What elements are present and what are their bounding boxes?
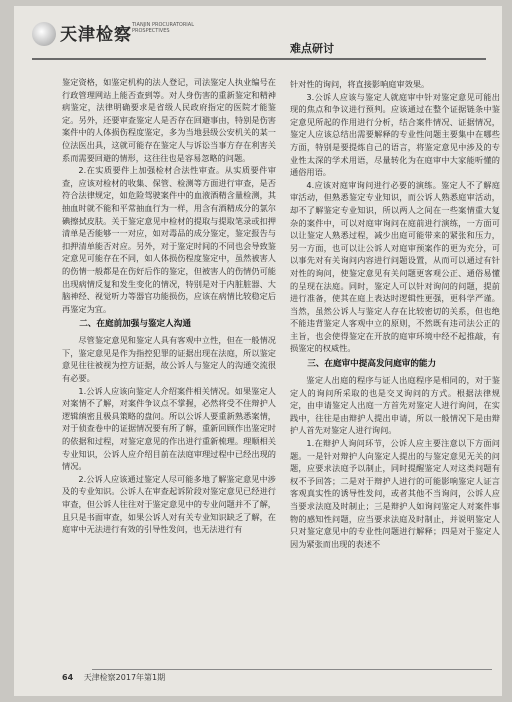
- paragraph: 1.公诉人应该向鉴定人介绍案件相关情况。如果鉴定人对案情不了解，对案件争议点不掌握，必然将受不住辩护人逻辑缜密且极具策略的盘问。所以公诉人要重新熟悉案情，对于侦查卷中的证据情况要有所了解，重新回顾作出鉴定时的依据和过程，对鉴定意见的作出进行重新梳理。理顺相关专业知识，公诉人应介绍目前在法庭审理过程中已经出现的情况。: [62, 385, 276, 472]
- logo-subtitle: TIANJIN PROCURATORIAL PROSPECTIVES: [132, 22, 194, 34]
- emblem-icon: [32, 22, 56, 46]
- paragraph: 鉴定资格，如鉴定机构的法人登记，司法鉴定人执业编号在行政管理网站上能否查到等。对人身伤害的重新鉴定和精神病鉴定，法律明确要求是省级人民政府指定的医院才能鉴定。另外，还要审查鉴定人是否存在回避事由，特别是伤害案件中的人体损伤程度鉴定，多为当地县级公安机关的某一位法医出具，这就可能存在鉴定人与诉讼当事方存在利害关系而需要回避的情形，这往往也是容易忽略的问题。: [62, 77, 276, 163]
- paragraph: 1.在辩护人询问环节，公诉人应主要注意以下方面问题。一是针对辩护人向鉴定人提出的与鉴定意见无关的问题，应要求法庭予以制止，同时提醒鉴定人对这类问题有权不予回答；二是对于辩护人进行的可能影响鉴定人证言客观真实性的诱导性发问，或者其他不当询问，公诉人应当要求法庭及时制止；三是辩护人如询问鉴定人对案件事物的感知性问题，应当要求法庭及时制止，并说明鉴定人只对鉴定意见中的专业性问题进行解释；四是对于鉴定人因为紧张而出现的表述不: [290, 438, 500, 549]
- journal-logo: [32, 20, 194, 56]
- page-footer: [62, 672, 165, 683]
- section-heading: 二、在庭前加强与鉴定人沟通: [79, 319, 191, 330]
- paragraph: 针对性的询问，将直接影响庭审效果。: [290, 79, 430, 89]
- paragraph: 尽管鉴定意见和鉴定人具有客观中立性，但在一般情况下，鉴定意见是作为指控犯罪的证据出现在法庭，所以鉴定意见往往被视为控方证据，故公诉人与鉴定人的沟通交流很有必要。: [62, 335, 276, 384]
- footer-divider: [92, 669, 492, 670]
- paragraph: 2.在实质要件上加强检材合法性审查。从实质要件审查，应该对检材的收集、保管、检测等方面进行审查，是否符合法律规定，如危险驾驶案件中的血液酒精含量检测，其抽血时就不能和平常抽血行为一样，用含有酒精成分的氯尔碘擦拭皮肤。关于鉴定意见中检材的提取与提取笔录或扣押清单是否能够一一对应，如对毒品的成分鉴定，鉴定报告与扣押清单能否对应。另外，对于鉴定时间的不同也会导致鉴定意见可能存在不同，如人体损伤程度鉴定中，虽然被害人的伤情一般都是在伤好后作的鉴定，但被害人的伤情仍可能出现病情反复和发生变化的情况，特别是对于内脏脏器、大脑神经、视觉听力等器官功能损伤，应该在病情比较稳定后再鉴定为宜。: [62, 165, 276, 314]
- journal-issue: 天津检察2017年第1期: [83, 673, 166, 682]
- page-number: 64: [62, 673, 74, 682]
- section-heading: 三、在庭审中提高发问庭审的能力: [307, 359, 437, 370]
- paragraph: 2.公诉人应该通过鉴定人尽可能多地了解鉴定意见中涉及的专业知识。公诉人在审查起诉阶段对鉴定意见已经进行审查，但公诉人往往对于鉴定意见中的专业问题并不了解，且只是书面审查，如果公诉人对有关专业知识缺乏了解，在庭审中无法进行有效的引导性发问，也无法进行有: [62, 473, 276, 535]
- left-column: [62, 76, 276, 536]
- right-column: [290, 78, 500, 550]
- header-divider: [32, 58, 486, 60]
- paragraph: 3.公诉人应该与鉴定人就庭审中针对鉴定意见可能出现的焦点和争议进行预判。应该通过在整个证据链条中鉴定意见所起的作用进行分析，结合案件情况、证据情况，鉴定人应该总结出需要解释的专业性问题主要集中在哪些方面，特别是要提炼自己的语言，将鉴定意见中涉及的专业性太深的学术用语，尽量转化为在庭审中大家能听懂的通俗用语。: [290, 91, 500, 178]
- logo-title: 天津检察: [60, 25, 132, 45]
- section-label: 难点研讨: [290, 42, 334, 55]
- document-page: [14, 6, 502, 696]
- paragraph: 4.应该对庭审询问进行必要的演练。鉴定人不了解庭审活动，但熟悉鉴定专业知识，而公诉人熟悉庭审活动，却不了解鉴定专业知识，所以两人之间在一些案情重大复杂的案件中，可以对庭审询问在庭前进行演练，一方面可以让鉴定人熟悉过程，减少出庭可能带来的紧张和压力，另一方面，也可以让公诉人对庭审预案作的更为充分，可以事先对有关询问内容进行问题设置，从而可以通过有针对性的询问，使鉴定意见有关问题更客观公正、通俗易懂的呈现在法庭。同时，鉴定人可以针对询问的问题，提前进行准备，使其在庭上表达时逻辑性更强，更科学严谨。当然，虽然公诉人与鉴定人存在比较密切的关系，但也绝不能违背鉴定人客观中立的原则，不然既有违司法公正的主旨，也会使得鉴定在开放的庭审环境中经不起推敲，有损鉴定的权威性。: [290, 179, 500, 354]
- paragraph: 鉴定人出庭的程序与证人出庭程序是相同的，对于鉴定人的询问所采取的也是交叉询问的方式。根据法律规定，由申请鉴定人出庭一方首先对鉴定人进行询问，在实践中，往往是由辩护人提出申请，所以一般情况下是由辩护人首先对鉴定人进行询问。: [290, 375, 500, 436]
